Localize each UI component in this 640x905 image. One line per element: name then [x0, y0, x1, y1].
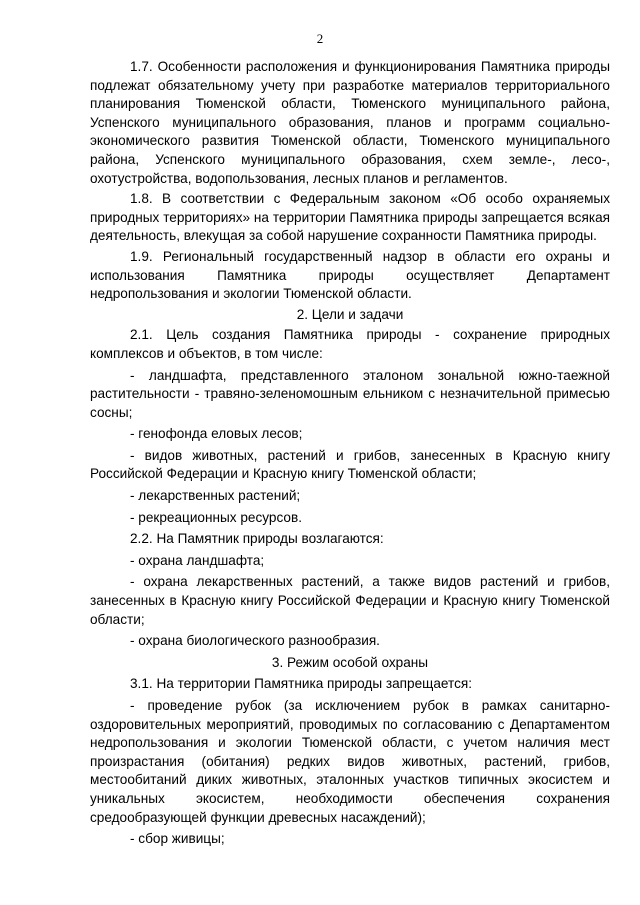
list-item: - видов животных, растений и грибов, занесенных в Красную книгу Российской Федерации и Красную книгу Тюменской области; [90, 447, 610, 482]
paragraph-2-1: 2.1. Цель создания Памятника природы - сохранение природных комплексов и объектов, в том числе: [90, 327, 610, 361]
list-item: - охрана лекарственных растений, а также видов растений и грибов, занесенных в Красную книгу Российской Федерации и Красную книгу Тюменской области; [90, 574, 610, 627]
paragraph-2-2: 2.2. На Памятник природы возлагаются: [130, 531, 384, 547]
paragraph-1-7: 1.7. Особенности расположения и функционирования Памятника природы подлежат обязательному учету при разработке материалов территориального планирования Тюменской области, Тюменского муниципального района, Успенского муниципального образования, планов и программ социально-экономического развития Тюменской области, Тюменского муниципального района, Успенского муниципального образования, схем земле-, лесо-, охотустройства, водопользования, лесных планов и регламентов. [90, 59, 610, 186]
list-item: - проведение рубок (за исключением рубок в рамках санитарно-оздоровительных мероприятий, проводимых по согласованию с Департаментом недропользования и экологии Тюменской области, с учетом наличия мест произрастания (обитания) редких видов животных, растений, грибов, местообитаний диких животных, эталонных участков типичных экосистем и уникальных экосистем, необходимости обеспечения сохранения средообразующей функции древесных насаждений); [90, 698, 610, 825]
list-item: - рекреационных ресурсов. [130, 509, 302, 525]
section-heading-2: 2. Цели и задачи [296, 306, 404, 322]
list-item: - сбор живицы; [130, 831, 225, 847]
list-item: - охрана биологического разнообразия. [130, 633, 380, 649]
list-item: - ландшафта, представленного эталоном зональной южно-таежной растительности - травяно-зеленомошным ельником с незначительной примесью сосны; [90, 367, 610, 420]
document-body [90, 58, 610, 851]
paragraph-3-1: 3.1. На территории Памятника природы запрещается: [130, 676, 473, 692]
section-heading-3: 3. Режим особой охраны [271, 654, 429, 670]
list-item: - охрана ландшафта; [130, 552, 265, 568]
page-number: 2 [316, 31, 324, 46]
list-item: - лекарственных растений; [130, 488, 301, 504]
paragraph-1-8: 1.8. В соответствии с Федеральным законом «Об особо охраняемых природных территориях» на территории Памятника природы запрещается всякая деятельность, влекущая за собой нарушение сохранности Памятника природы. [90, 191, 610, 244]
list-item: - генофонда еловых лесов; [130, 426, 303, 442]
paragraph-1-9: 1.9. Региональный государственный надзор в области его охраны и использования Памятника природы осуществляет Департамент недропользования и экологии Тюменской области. [90, 248, 610, 302]
